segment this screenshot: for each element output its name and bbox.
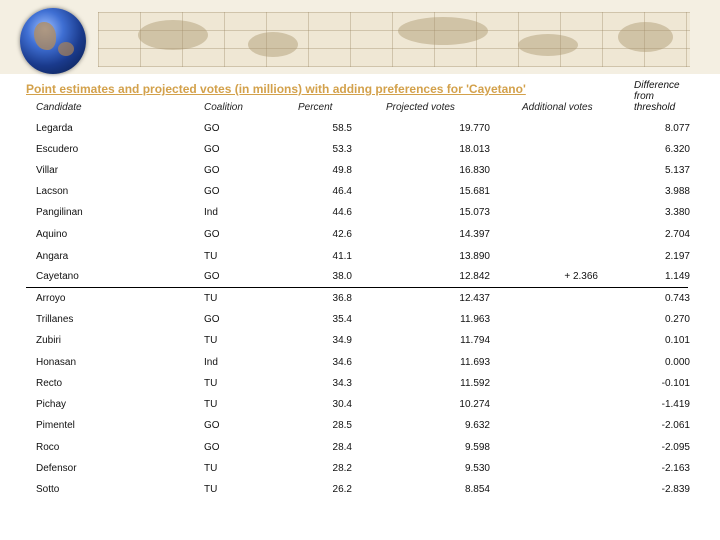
- difference-cell: -2.095: [661, 442, 690, 453]
- difference-cell: -2.061: [661, 420, 690, 431]
- projected-votes-cell: 15.073: [459, 207, 490, 218]
- candidate-name: Legarda: [36, 123, 73, 134]
- coalition-cell: GO: [204, 165, 220, 176]
- coalition-cell: Ind: [204, 357, 218, 368]
- coalition-cell: GO: [204, 229, 220, 240]
- coalition-cell: TU: [204, 293, 218, 304]
- projected-votes-cell: 9.530: [464, 463, 490, 474]
- projected-votes-cell: 13.890: [459, 251, 490, 262]
- table-row: [0, 271, 720, 287]
- percent-cell: 38.0: [332, 271, 352, 282]
- header-additional-votes: Additional votes: [522, 102, 593, 113]
- projected-votes-cell: 15.681: [459, 186, 490, 197]
- table-row: [0, 123, 720, 139]
- header-coalition: Coalition: [204, 102, 243, 113]
- header-candidate: Candidate: [36, 102, 82, 113]
- percent-cell: 34.6: [332, 357, 352, 368]
- table-row: [0, 484, 720, 500]
- projected-votes-cell: 11.794: [460, 335, 490, 346]
- table-row: [0, 165, 720, 181]
- projected-votes-cell: 10.274: [459, 399, 490, 410]
- coalition-cell: GO: [204, 442, 220, 453]
- coalition-cell: TU: [204, 484, 218, 495]
- projected-votes-cell: 11.693: [460, 357, 490, 368]
- difference-cell: 8.077: [664, 123, 690, 134]
- percent-cell: 35.4: [332, 314, 352, 325]
- candidate-name: Villar: [36, 165, 59, 176]
- difference-cell: 0.000: [664, 357, 690, 368]
- candidate-name: Cayetano: [36, 271, 79, 282]
- table-row: [0, 378, 720, 394]
- difference-cell: 1.149: [664, 271, 690, 282]
- candidate-name: Lacson: [36, 186, 69, 197]
- percent-cell: 46.4: [332, 186, 352, 197]
- projected-votes-cell: 16.830: [459, 165, 490, 176]
- header-percent: Percent: [298, 102, 333, 113]
- coalition-cell: TU: [204, 378, 218, 389]
- table-row: [0, 144, 720, 160]
- table-row: [0, 335, 720, 351]
- threshold-divider: [26, 287, 688, 288]
- coalition-cell: TU: [204, 463, 218, 474]
- projected-votes-cell: 9.598: [464, 442, 490, 453]
- difference-cell: 0.743: [664, 293, 690, 304]
- additional-votes-cell: + 2.366: [564, 271, 598, 282]
- projected-votes-cell: 8.854: [464, 484, 490, 495]
- candidate-name: Pimentel: [36, 420, 75, 431]
- percent-cell: 30.4: [332, 399, 352, 410]
- candidate-name: Honasan: [36, 357, 77, 368]
- difference-cell: 2.197: [664, 251, 690, 262]
- coalition-cell: TU: [204, 399, 218, 410]
- percent-cell: 36.8: [332, 293, 352, 304]
- projected-votes-cell: 14.397: [459, 229, 490, 240]
- difference-cell: 5.137: [664, 165, 690, 176]
- projected-votes-cell: 18.013: [459, 144, 490, 155]
- table-row: [0, 357, 720, 373]
- coalition-cell: GO: [204, 271, 220, 282]
- table-row: [0, 420, 720, 436]
- candidate-name: Roco: [36, 442, 60, 453]
- candidate-name: Trillanes: [36, 314, 74, 325]
- table-row: [0, 207, 720, 223]
- projected-votes-cell: 12.437: [459, 293, 490, 304]
- candidate-name: Escudero: [36, 144, 79, 155]
- candidate-name: Zubiri: [36, 335, 62, 346]
- table-row: [0, 293, 720, 309]
- difference-cell: -0.101: [661, 378, 690, 389]
- table-row: [0, 229, 720, 245]
- coalition-cell: TU: [204, 335, 218, 346]
- percent-cell: 34.3: [332, 378, 352, 389]
- difference-cell: -1.419: [661, 399, 690, 410]
- percent-cell: 41.1: [332, 251, 352, 262]
- table-row: [0, 186, 720, 202]
- coalition-cell: GO: [204, 144, 220, 155]
- coalition-cell: TU: [204, 251, 218, 262]
- header-difference: Difference from threshold: [634, 80, 680, 113]
- coalition-cell: GO: [204, 420, 220, 431]
- projected-votes-cell: 12.842: [459, 271, 490, 282]
- difference-cell: -2.163: [661, 463, 690, 474]
- coalition-cell: GO: [204, 186, 220, 197]
- table-row: [0, 399, 720, 415]
- candidate-name: Angara: [36, 251, 69, 262]
- coalition-cell: GO: [204, 123, 220, 134]
- projected-votes-cell: 11.592: [460, 378, 490, 389]
- percent-cell: 28.2: [332, 463, 352, 474]
- percent-cell: 58.5: [332, 123, 352, 134]
- table-row: [0, 442, 720, 458]
- table-row: [0, 463, 720, 479]
- table-row: [0, 314, 720, 330]
- difference-cell: -2.839: [661, 484, 690, 495]
- percent-cell: 26.2: [332, 484, 352, 495]
- percent-cell: 34.9: [332, 335, 352, 346]
- globe-icon: [20, 8, 86, 74]
- difference-cell: 6.320: [664, 144, 690, 155]
- difference-cell: 3.380: [664, 207, 690, 218]
- projected-votes-cell: 11.963: [460, 314, 490, 325]
- candidate-name: Pangilinan: [36, 207, 83, 218]
- projected-votes-cell: 19.770: [459, 123, 490, 134]
- percent-cell: 44.6: [332, 207, 352, 218]
- candidate-name: Defensor: [36, 463, 77, 474]
- candidate-name: Pichay: [36, 399, 67, 410]
- percent-cell: 28.5: [332, 420, 352, 431]
- percent-cell: 42.6: [332, 229, 352, 240]
- page-title: Point estimates and projected votes (in millions) with adding preferences for 'Cayetano': [26, 82, 526, 96]
- header-banner: [0, 0, 720, 74]
- difference-cell: 2.704: [664, 229, 690, 240]
- coalition-cell: GO: [204, 314, 220, 325]
- difference-cell: 0.101: [664, 335, 690, 346]
- candidate-name: Aquino: [36, 229, 68, 240]
- percent-cell: 53.3: [332, 144, 352, 155]
- projected-votes-cell: 9.632: [464, 420, 490, 431]
- difference-cell: 3.988: [664, 186, 690, 197]
- header-projected-votes: Projected votes: [386, 102, 455, 113]
- percent-cell: 28.4: [332, 442, 352, 453]
- coalition-cell: Ind: [204, 207, 218, 218]
- table-row: [0, 251, 720, 267]
- percent-cell: 49.8: [332, 165, 352, 176]
- candidate-name: Recto: [36, 378, 63, 389]
- world-map-graphic: [98, 12, 690, 67]
- candidate-name: Sotto: [36, 484, 60, 495]
- difference-cell: 0.270: [664, 314, 690, 325]
- candidate-name: Arroyo: [36, 293, 66, 304]
